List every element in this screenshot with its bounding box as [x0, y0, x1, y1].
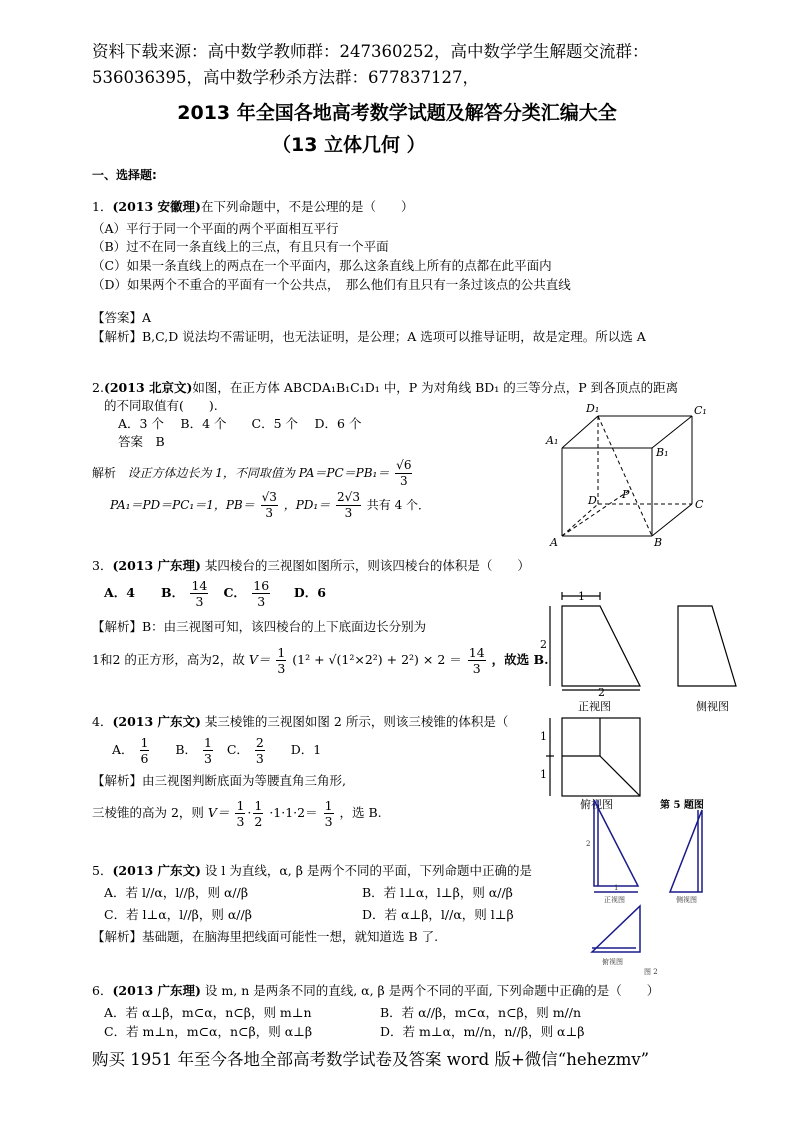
- q1-option-b: （B）过不在同一条直线上的三点，有且只有一个平面: [92, 239, 389, 254]
- q5-stem: [92, 862, 532, 880]
- q5-text: 设 l 为直线，α, β 是两个不同的平面，下列命题中正确的是: [204, 863, 532, 878]
- q1-option-a: （A）平行于同一个平面的两个平面相互平行: [92, 221, 339, 236]
- q5-source: (2013 广东文): [112, 863, 201, 878]
- q3-options: [104, 578, 326, 609]
- q1-option-d: （D）如果两个不重合的平面有一个公共点， 那么他们有且只有一条过该点的公共直线: [92, 277, 571, 292]
- q4-fig-side: 侧视图: [676, 896, 697, 904]
- q4-source: (2013 广东文): [112, 714, 201, 729]
- source-line-1: 资料下载来源：高中数学教师群：247360252，高中数学学生解题交流群：: [92, 42, 649, 61]
- q4-fig-caption: 图 2: [644, 968, 658, 976]
- q2-frac-2sqrt3-3: $\frac{2√3}{3}$: [337, 490, 360, 520]
- q3-option-a: A．4: [104, 585, 135, 600]
- q3-dim-bottom: 2: [598, 686, 605, 699]
- q4-option-d: D．1: [290, 742, 322, 757]
- q3-dim-top: 1: [578, 590, 585, 603]
- q4-option-c: C．: [226, 742, 249, 757]
- q3-front-view-label: 正视图: [578, 700, 611, 713]
- q4-frac-2-3: $\frac{2}{3}$: [255, 735, 264, 766]
- q4-top-view-label: 俯视图: [580, 798, 613, 810]
- cube-label-a1: A₁: [546, 434, 559, 447]
- cube-label-d1: D₁: [586, 402, 600, 415]
- q4-dim-1a: 1: [540, 730, 547, 743]
- q5-option-b: B．若 l⊥α，l⊥β，则 α//β: [362, 885, 513, 900]
- q2-answer: 答案 B: [118, 434, 165, 449]
- q1-option-c: （C）如果一条直线上的两点在一个平面内，那么这条直线上所有的点都在此平面内: [92, 258, 552, 273]
- q5-number: 5．: [92, 863, 113, 878]
- q6-option-b: B．若 α//β，m⊂α，n⊂β，则 m//n: [380, 1005, 582, 1020]
- cube-label-b: B: [654, 536, 663, 548]
- q2-analysis-2c: 共有 4 个．: [366, 498, 431, 512]
- q2-source: (2013 北京文): [103, 380, 193, 395]
- q2-frac-sqrt3-3: $\frac{√3}{3}$: [261, 490, 277, 520]
- q6-text: 设 m, n 是两条不同的直线, α, β 是两个不同的平面, 下列命题中正确的是（ ）: [204, 983, 660, 998]
- q4-fig-label: 第 5 题图: [660, 800, 704, 811]
- q4-analysis-2: 三棱锥的高为 2，则 V＝ $\frac{1}{3}$ · $\frac{1}{2}$ ·1·1·2＝ $\frac{1}{3}$ ，选 B.: [92, 798, 382, 829]
- q3-analysis-2b: V＝: [248, 652, 271, 667]
- q4-frac-1-2: $\frac{1}{2}$: [254, 798, 263, 829]
- q3-source: (2013 广东理): [112, 558, 201, 573]
- q3-option-c: C．: [223, 585, 246, 600]
- q1-answer: 【答案】A: [92, 310, 152, 325]
- page-subtitle: （13 立体几何 ）: [272, 134, 426, 156]
- q2-analysis-label: 解析: [92, 466, 117, 480]
- q4-analysis-2a: 三棱锥的高为 2，则: [92, 805, 204, 820]
- q4-analysis-2d: ，选 B.: [339, 805, 382, 820]
- q2-stem: [92, 379, 678, 397]
- q3-dim-left: 2: [540, 638, 547, 651]
- q4-fig-top: 俯视图: [602, 958, 623, 966]
- section-heading: 一、选择题:: [92, 168, 157, 182]
- q3-frac-1-3: $\frac{1}{3}$: [277, 645, 286, 676]
- q3-analysis-2c: (1² + √(1²×2²) + 2²) × 2 ＝: [292, 652, 462, 667]
- q5-option-d: D．若 α⊥β，l//α，则 l⊥β: [362, 907, 514, 922]
- cube-label-c1: C₁: [694, 404, 707, 417]
- q4-fig-dim-1: 1: [614, 884, 619, 892]
- q3-option-d: D．6: [293, 585, 326, 600]
- cube-label-b1: B₁: [656, 446, 669, 459]
- cube-label-p: P: [622, 488, 630, 501]
- q3-analysis-2d: ，故选 B.: [491, 652, 549, 667]
- q4-number: 4．: [92, 714, 113, 729]
- q6-source: (2013 广东理): [112, 983, 201, 998]
- q4-text: 某三棱锥的三视图如图 2 所示，则该三棱锥的体积是（: [204, 714, 509, 729]
- page-title: 2013 年全国各地高考数学试题及解答分类汇编大全: [177, 102, 617, 124]
- q2-analysis-2b: ，PD₁＝: [283, 498, 331, 512]
- q4-options: [112, 735, 321, 766]
- q3-analysis-2: [92, 645, 548, 676]
- q4-analysis-2c: ·1·1·2＝: [269, 805, 318, 820]
- q6-option-a: A．若 α⊥β，m⊂α，n⊂β，则 m⊥n: [104, 1005, 312, 1020]
- q1-number: 1．: [92, 199, 113, 214]
- q5-option-a: A．若 l//α，l//β，则 α//β: [104, 885, 249, 900]
- footer-promo: 购买 1951 年至今各地全部高考数学试卷及答案 word 版+微信“hehezmv”: [92, 1050, 650, 1069]
- q2-analysis-1: [92, 458, 414, 489]
- q3-frac-14-3-result: $\frac{14}{3}$: [468, 645, 485, 676]
- cube-label-d: D: [588, 494, 597, 507]
- q2-stem-cont: 的不同取值有( ).: [104, 398, 218, 413]
- q6-option-d: D．若 m⊥α，m//n，n//β，则 α⊥β: [380, 1024, 585, 1039]
- q1-text: 在下列命题中，不是公理的是（ ）: [200, 199, 414, 214]
- q1-stem: [92, 198, 413, 216]
- q4-option-b: B．: [175, 742, 197, 757]
- q1-source: (2013 安徽理): [112, 199, 201, 214]
- q3-three-views: [540, 588, 760, 810]
- q3-side-view-label: 侧视图: [696, 700, 729, 713]
- source-line-2: 536036395，高中数学秒杀方法群：677837127，: [92, 68, 479, 87]
- q6-number: 6．: [92, 983, 113, 998]
- q4-frac-1-3-a: $\frac{1}{3}$: [236, 798, 245, 829]
- q4-frac-1-3: $\frac{1}{3}$: [203, 735, 212, 766]
- q4-analysis-2b: V＝: [207, 805, 230, 820]
- cube-figure: [540, 400, 710, 548]
- q2-analysis-text: 设正方体边长为 1，不同取值为 PA＝PC＝PB₁＝: [127, 466, 390, 480]
- q4-fig-front: 正视图: [604, 896, 625, 904]
- cube-label-c: C: [695, 498, 704, 511]
- q3-option-b: B．: [161, 585, 185, 600]
- q4-frac-1-3-b: $\frac{1}{3}$: [324, 798, 333, 829]
- q5-option-c: C．若 l⊥α，l//β，则 α//β: [104, 907, 252, 922]
- q6-option-c: C．若 m⊥n，m⊂α，n⊂β，则 α⊥β: [104, 1024, 313, 1039]
- cube-label-a: A: [550, 536, 558, 548]
- q3-frac-16-3: $\frac{16}{3}$: [253, 578, 270, 609]
- q4-analysis-1: 【解析】由三视图判断底面为等腰直角三角形,: [92, 773, 346, 788]
- q1-analysis: 【解析】B,C,D 说法均不需证明，也无法证明，是公理；A 选项可以推导证明，故是定理。所以选 A: [92, 329, 646, 344]
- q5-analysis: 【解析】基础题，在脑海里把线面可能性一想，就知道选 B 了.: [92, 929, 439, 944]
- q3-text: 某四棱台的三视图如图所示，则该四棱台的体积是（ ）: [204, 558, 530, 573]
- q4-frac-1-6: $\frac{1}{6}$: [140, 735, 149, 766]
- q2-analysis-2: [110, 490, 430, 521]
- q3-analysis-1: 【解析】B：由三视图可知，该四棱台的上下底面边长分别为: [92, 619, 427, 634]
- q6-stem: [92, 982, 659, 1000]
- q4-fig-dim-2: 2: [586, 840, 591, 848]
- q3-number: 3．: [92, 558, 113, 573]
- q3-frac-14-3: $\frac{14}{3}$: [191, 578, 208, 609]
- q4-dim-1b: 1: [540, 768, 547, 781]
- q4-option-a: A．: [112, 742, 134, 757]
- q3-stem: [92, 557, 530, 575]
- q2-text: 如图，在正方体 ABCDA₁B₁C₁D₁ 中，P 为对角线 BD₁ 的三等分点，P 到各顶点的距离: [192, 380, 679, 395]
- q2-analysis-2a: PA₁＝PD＝PC₁＝1，PB＝: [110, 498, 255, 512]
- q4-three-views: [580, 796, 720, 976]
- q4-stem: [92, 713, 508, 731]
- q3-analysis-2a: 1和2 的正方形，高为2，故: [92, 652, 245, 667]
- q2-options: A．3 个 B．4 个 C．5 个 D．6 个: [118, 416, 362, 431]
- q2-number: 2.: [92, 380, 104, 395]
- q2-frac-sqrt6-3: $\frac{√6}{3}$: [396, 458, 412, 488]
